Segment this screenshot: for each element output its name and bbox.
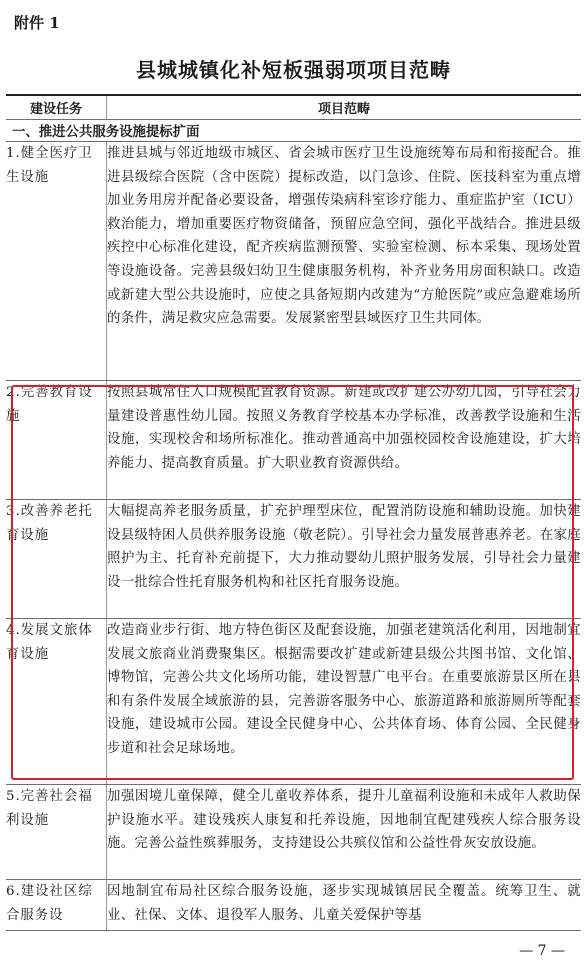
scope-cell: 大幅提高养老服务质量，扩充护理型床位，配置消防设施和辅助设施。加快建设县级特困人员供养服务设施（敬老院）。引导社会力量发展普惠养老。在家庭照护为主、托育补充前提下，大力推动婴幼儿照护服务发展，引导社会力量建设一批综合性托育服务机构和社区托育服务设施。	[107, 500, 582, 619]
table-row	[6, 619, 581, 785]
page-title: 县城城镇化补短板强弱项项目范畴	[136, 58, 451, 82]
scope-cell: 因地制宜布局社区综合服务设施，逐步实现城镇居民全覆盖。统筹卫生、就业、社保、文体、退役军人服务、儿童关爱保护等基	[107, 880, 582, 931]
scope-cell: 加强困境儿童保障，健全儿童收养体系，提升儿童福利设施和未成年人救助保护设施水平。建设残疾人康复和托养设施，因地制宜配建残疾人综合服务设施。完善公益性殡葬服务，支持建设公共殡仪馆和公益性骨灰安放设施。	[107, 785, 582, 880]
table-header-row	[6, 95, 581, 120]
table-row	[6, 381, 581, 500]
underlined-text: 改造或新建大型公共设施时，应使之具备短期内改建为“方舱医院”或应急避难场所的条件	[107, 263, 581, 327]
scope-cell: 按照县城常住人口规模配置教育资源。新建或改扩建公办幼儿园，引导社会力量建设普惠性幼儿园。按照义务教育学校基本办学标准，改善教学设施和生活设施，实现校舍和场所标准化。推动普通高中加强校园校舍设施建设，扩大培养能力、提高教育质量。扩大职业教育资源供给。	[107, 381, 582, 500]
page-number: — 7 —	[519, 943, 565, 959]
section-heading: 一、推进公共服务设施提标扩面	[6, 120, 581, 142]
scope-text: 推进县城与邻近地级市城区、省会城市医疗卫生设施统筹布局和衔接配合。推进县级综合医院（含中医院）提标改造，以门急诊、住院、医技科室为重点增加业务用房并配备必要设备，增强传染病科室诊疗能力、重症监护室（ICU）救治能力，增加重要医疗物资储备，预留应急空间，强化平战结合。推进县级疾控中心标准化建设，配齐疾病监测预警、实验室检测、标本采集、现场处置等设施设备。完善县级妇幼卫生健康服务机构，补齐业务用房面积缺口。	[107, 146, 581, 279]
scope-cell	[107, 142, 582, 381]
table-row	[6, 142, 581, 381]
scope-cell: 改造商业步行街、地方特色街区及配套设施，加强老建筑活化利用，因地制宜发展文旅商业消费聚集区。根据需要改扩建或新建县级公共图书馆、文化馆、博物馆，完善公共文化场所功能，建设智慧广电平台。在重要旅游景区所在县和有条件发展全域旅游的县，完善游客服务中心、旅游道路和旅游厕所等配套设施，建设城市公园。建设全民健身中心、公共体育场、体育公园、全民健身步道和社会足球场地。	[107, 619, 582, 785]
task-cell: 1.健全医疗卫生设施	[6, 142, 107, 381]
table-row	[6, 500, 581, 619]
task-cell: 3.改善养老托育设施	[6, 500, 107, 619]
task-cell: 4.发展文旅体育设施	[6, 619, 107, 785]
table-row	[6, 785, 581, 880]
task-cell: 5.完善社会福利设施	[6, 785, 107, 880]
section-row	[6, 120, 581, 142]
scope-text: ，满足救灾应急需要。发展紧密型县域医疗卫生共同体。	[148, 311, 491, 327]
attachment-label: 附件 1	[14, 14, 60, 32]
header-scope: 项目范畴	[107, 95, 582, 120]
table-row	[6, 880, 581, 931]
project-scope-table	[6, 94, 581, 931]
header-task: 建设任务	[6, 95, 107, 120]
task-cell: 2.完善教育设施	[6, 381, 107, 500]
task-cell: 6.建设社区综合服务设	[6, 880, 107, 931]
